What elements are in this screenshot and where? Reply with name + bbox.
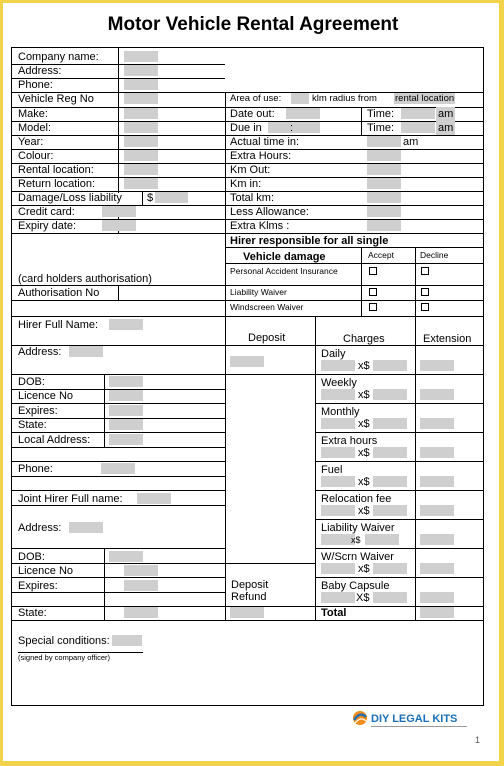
extra-hours-label: Extra Hours: — [230, 150, 292, 162]
personal-accident-decline-checkbox[interactable] — [421, 267, 429, 275]
less-allowance-field[interactable] — [367, 206, 401, 217]
total-label: Total — [321, 607, 347, 619]
due-in-colon: : — [290, 122, 294, 134]
charge-rate-field[interactable] — [373, 592, 407, 603]
joint-state-field[interactable] — [124, 607, 158, 618]
year-label: Year: — [18, 136, 44, 148]
row-line — [11, 461, 225, 462]
row-line — [225, 285, 484, 286]
joint-state-label: State: — [18, 607, 47, 619]
colour-label: Colour: — [18, 150, 54, 162]
col-line — [415, 316, 416, 620]
extension-field[interactable] — [420, 505, 454, 516]
return-location-label: Return location: — [18, 178, 96, 190]
date-out-field[interactable] — [286, 108, 320, 119]
company-name-field[interactable] — [124, 51, 158, 62]
phone-field[interactable] — [124, 79, 158, 90]
time-label-2: Time: — [367, 122, 395, 134]
time-out-field[interactable] — [401, 108, 435, 119]
signed-by-label: (signed by company officer) — [18, 653, 110, 662]
extension-field[interactable] — [420, 476, 454, 487]
document-page — [3, 3, 499, 761]
joint-hirer-label: Joint Hirer Full name: — [18, 493, 123, 505]
am-indicator-2[interactable]: am — [438, 122, 454, 134]
joint-dob-field[interactable] — [109, 551, 143, 562]
row-line — [11, 374, 225, 375]
authorisation-no-label: Authorisation No — [18, 287, 100, 299]
vehicle-damage-heading: Vehicle damage — [243, 251, 326, 263]
km-out-field[interactable] — [367, 164, 401, 175]
joint-licence-label: Licence No — [18, 565, 74, 577]
row-line — [315, 461, 484, 462]
extension-field[interactable] — [420, 592, 454, 603]
hirer-address-label: Address: — [18, 346, 62, 358]
charge-label: Relocation fee — [321, 493, 392, 505]
hirer-state-label: State: — [18, 419, 47, 431]
extension-field[interactable] — [420, 360, 454, 371]
charge-qty-field[interactable] — [321, 389, 355, 400]
hirer-address-field[interactable] — [69, 346, 103, 357]
row-line — [315, 490, 484, 491]
expiry-date-field[interactable] — [102, 220, 136, 231]
document-title: Motor Vehicle Rental Agreement — [107, 14, 399, 35]
vehicle-reg-label: Vehicle Reg No — [18, 93, 94, 105]
hirer-state-field[interactable] — [109, 419, 143, 430]
vehicle-reg-field[interactable] — [124, 93, 158, 104]
due-in-field[interactable] — [268, 122, 320, 133]
model-field[interactable] — [124, 122, 158, 133]
hirer-expires-field[interactable] — [109, 405, 143, 416]
extra-hours-field[interactable] — [367, 150, 401, 161]
joint-address-label: Address: — [18, 522, 62, 534]
extension-field[interactable] — [420, 389, 454, 400]
actual-time-in-label: Actual time in: — [230, 136, 300, 148]
liability-waiver-label: Liability Waiver — [230, 287, 287, 297]
hirer-expires-label: Expires: — [18, 405, 58, 417]
windscreen-waiver-decline-checkbox[interactable] — [421, 303, 429, 311]
credit-card-label: Credit card: — [18, 206, 75, 218]
row-line — [315, 403, 484, 404]
charge-qty-field[interactable] — [321, 534, 355, 545]
multiplier-label: x$ — [358, 476, 370, 488]
damage-liability-label: Damage/Loss liability — [18, 192, 122, 204]
hirer-dob-label: DOB: — [18, 376, 45, 388]
multiplier-label: x$ — [358, 360, 370, 372]
credit-card-field[interactable] — [102, 206, 136, 217]
row-line — [225, 263, 484, 264]
joint-licence-field[interactable] — [124, 565, 158, 576]
joint-expires-label: Expires: — [18, 580, 58, 592]
logo-text: DIY LEGAL KITS — [371, 713, 458, 725]
row-line — [225, 247, 484, 248]
joint-dob-label: DOB: — [18, 551, 45, 563]
klm-radius-label: klm radius from — [312, 93, 377, 104]
col-line — [315, 316, 316, 620]
rental-location-label: Rental location: — [18, 164, 94, 176]
row-line — [11, 592, 225, 593]
charge-qty-field[interactable] — [321, 418, 355, 429]
km-in-label: Km in: — [230, 178, 262, 190]
col-line — [225, 316, 226, 620]
personal-accident-accept-checkbox[interactable] — [369, 267, 377, 275]
charge-qty-field[interactable] — [321, 505, 355, 516]
multiplier-label: x$ — [358, 505, 370, 517]
row-line — [11, 233, 484, 234]
extension-field[interactable] — [420, 447, 454, 458]
charge-label: Baby Capsule — [321, 580, 390, 592]
km-in-field[interactable] — [367, 178, 401, 189]
am-indicator-1[interactable]: am — [438, 108, 454, 120]
col-line — [225, 92, 226, 316]
windscreen-waiver-label: Windscreen Waiver — [230, 302, 304, 312]
charge-qty-field[interactable] — [321, 360, 355, 371]
joint-expires-field[interactable] — [124, 580, 158, 591]
hirer-licence-field[interactable] — [109, 390, 143, 401]
charges-header: Charges — [343, 333, 385, 345]
rental-location-highlight[interactable]: rental location — [395, 93, 455, 104]
charge-rate-field[interactable] — [373, 389, 407, 400]
page-number: 1 — [475, 735, 481, 745]
hirer-full-name-label: Hirer Full Name: — [18, 319, 99, 331]
extension-header: Extension — [423, 333, 472, 345]
joint-hirer-field[interactable] — [137, 493, 171, 504]
deposit-field[interactable] — [230, 356, 264, 367]
extension-field[interactable] — [420, 418, 454, 429]
time-due-field[interactable] — [401, 122, 435, 133]
deposit-refund-label: Deposit Refund — [231, 579, 269, 603]
extension-field[interactable] — [420, 534, 454, 545]
personal-accident-label: Personal Accident Insurance — [230, 266, 338, 276]
year-field[interactable] — [124, 136, 158, 147]
card-holders-auth-label: (card holders authorisation) — [18, 273, 152, 285]
accept-heading: Accept — [368, 250, 394, 260]
model-label: Model: — [18, 122, 52, 134]
area-of-use-label: Area of use: — [230, 93, 282, 104]
area-of-use-field[interactable] — [291, 93, 309, 104]
hirer-full-name-field[interactable] — [109, 319, 143, 330]
row-line — [11, 577, 225, 578]
date-out-label: Date out: — [230, 108, 275, 120]
make-label: Make: — [18, 108, 48, 120]
charge-rate-field[interactable] — [365, 534, 399, 545]
logo-tagline-line — [371, 726, 467, 727]
charge-rate-field[interactable] — [373, 418, 407, 429]
total-extension-field[interactable] — [420, 607, 454, 618]
charge-label: Liability Waiver — [321, 522, 395, 534]
less-allowance-label: Less Allowance: — [230, 206, 309, 218]
deposit-header: Deposit — [248, 332, 286, 344]
due-in-label: Due in — [230, 122, 262, 134]
multiplier-label: X$ — [356, 592, 370, 604]
hirer-local-address-field[interactable] — [109, 434, 143, 445]
row-line — [315, 432, 484, 433]
row-line — [11, 476, 225, 477]
hirer-responsible-heading: Hirer responsible for all single — [230, 235, 389, 247]
row-line — [11, 403, 225, 404]
extension-field[interactable] — [420, 563, 454, 574]
charge-qty-field[interactable] — [321, 563, 355, 574]
damage-liability-field[interactable] — [155, 192, 188, 203]
row-line — [11, 490, 225, 491]
col-line — [361, 107, 362, 135]
charge-label: Weekly — [321, 377, 357, 389]
col-line — [104, 374, 105, 447]
charge-label: Extra hours — [321, 435, 378, 447]
deposit-refund-field[interactable] — [230, 607, 264, 618]
dollar-sign: $ — [147, 192, 154, 204]
row-line — [225, 374, 484, 375]
extra-klms-label: Extra Klms : — [230, 220, 290, 232]
special-conditions-field[interactable] — [112, 635, 142, 646]
phone-label: Phone: — [18, 79, 53, 91]
row-line — [11, 620, 484, 621]
rental-location-field[interactable] — [124, 164, 158, 175]
col-line — [118, 47, 119, 193]
hirer-phone-label: Phone: — [18, 463, 53, 475]
total-km-label: Total km: — [230, 192, 275, 204]
charge-rate-field[interactable] — [373, 563, 407, 574]
liability-waiver-accept-checkbox[interactable] — [369, 288, 377, 296]
charge-qty-field[interactable] — [321, 447, 355, 458]
row-line — [11, 432, 225, 433]
multiplier-label: x$ — [358, 563, 370, 575]
row-line — [11, 563, 225, 564]
hirer-dob-field[interactable] — [109, 376, 143, 387]
charge-rate-field[interactable] — [373, 360, 407, 371]
row-line — [225, 563, 315, 564]
charge-rate-field[interactable] — [373, 476, 407, 487]
am-indicator-3: am — [403, 136, 419, 148]
row-line — [11, 505, 225, 506]
windscreen-waiver-accept-checkbox[interactable] — [369, 303, 377, 311]
multiplier-label: x$ — [358, 418, 370, 430]
expiry-date-label: Expiry date: — [18, 220, 77, 232]
row-line — [11, 316, 484, 317]
row-line — [315, 519, 484, 520]
row-line — [315, 577, 484, 578]
col-line — [415, 247, 416, 316]
actual-time-in-field[interactable] — [367, 136, 401, 147]
address-field[interactable] — [124, 65, 158, 76]
charge-rate-field[interactable] — [373, 505, 407, 516]
extra-klms-field[interactable] — [367, 220, 401, 231]
row-line — [315, 548, 484, 549]
multiplier-label: x$ — [351, 535, 361, 545]
charge-rate-field[interactable] — [373, 447, 407, 458]
time-label-1: Time: — [367, 108, 395, 120]
col-line — [142, 191, 143, 205]
special-conditions-label: Special conditions: — [18, 635, 110, 647]
hirer-local-address-label: Local Address: — [18, 434, 91, 446]
company-name-label: Company name: — [18, 51, 99, 63]
hirer-licence-label: Licence No — [18, 390, 74, 402]
colour-field[interactable] — [124, 150, 158, 161]
return-location-field[interactable] — [124, 178, 158, 189]
make-field[interactable] — [124, 108, 158, 119]
logo-icon — [351, 709, 369, 727]
multiplier-label: x$ — [358, 389, 370, 401]
hirer-phone-field[interactable] — [101, 463, 135, 474]
col-line — [118, 285, 119, 300]
km-out-label: Km Out: — [230, 164, 271, 176]
row-line — [11, 447, 225, 448]
joint-address-field[interactable] — [69, 522, 103, 533]
col-line — [104, 548, 105, 620]
charge-qty-field[interactable] — [321, 476, 355, 487]
liability-waiver-decline-checkbox[interactable] — [421, 288, 429, 296]
charge-label: W/Scrn Waiver — [321, 551, 394, 563]
multiplier-label: x$ — [358, 447, 370, 459]
total-km-field[interactable] — [367, 192, 401, 203]
col-line — [361, 247, 362, 316]
row-line — [11, 300, 484, 301]
charge-label: Daily — [321, 348, 346, 360]
charge-label: Fuel — [321, 464, 343, 476]
row-line — [11, 548, 225, 549]
charge-qty-field[interactable] — [321, 592, 355, 603]
charge-label: Monthly — [321, 406, 360, 418]
decline-heading: Decline — [420, 250, 449, 260]
address-label: Address: — [18, 65, 62, 77]
